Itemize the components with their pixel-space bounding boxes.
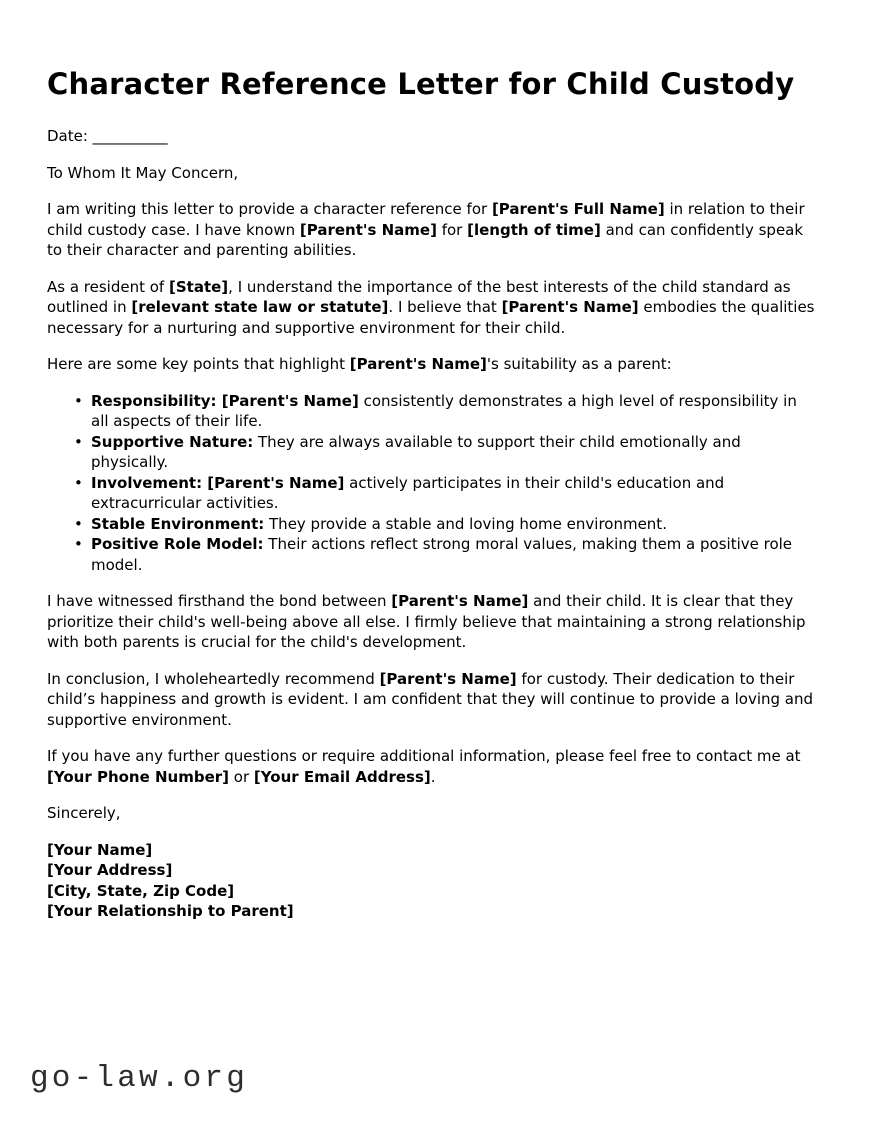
placeholder-bold-text: [Parent's Full Name]	[491, 200, 665, 218]
placeholder-bold-text: [Parent's Name]	[391, 592, 529, 610]
paragraph	[47, 277, 817, 339]
key-point-item	[74, 473, 817, 514]
placeholder-bold-text: Positive Role Model:	[91, 535, 264, 553]
placeholder-bold-text: [State]	[169, 277, 229, 296]
body-text: and their child. It is clear that they prioritize their child's well-being above all else. I firmly believe that maintaining a strong relationship with both parents is crucial for the child's development.	[47, 592, 806, 651]
placeholder-bold-text: [Parent's Name]	[349, 355, 487, 373]
paragraph	[47, 354, 817, 375]
body-text: They provide a stable and loving home environment.	[264, 514, 667, 533]
signature-block	[47, 840, 817, 922]
body-text: for	[436, 220, 468, 239]
placeholder-bold-text: [length of time]	[467, 220, 601, 239]
placeholder-bold-text: [Parent's Name]	[379, 669, 517, 688]
placeholder-bold-text: [Your Phone Number]	[47, 767, 230, 786]
paragraph	[47, 746, 817, 787]
body-text: embodies the qualities necessary for a nurturing and supportive environment for their child.	[47, 298, 815, 337]
letter-body	[47, 199, 817, 787]
date-line: Date: __________	[47, 127, 168, 145]
body-text: . I believe that	[388, 298, 502, 316]
body-text: actively participates in their child's education and extracurricular activities.	[91, 473, 725, 512]
body-text: and can confidently speak to their character and parenting abilities.	[47, 220, 804, 259]
body-text: They are always available to support their child emotionally and physically.	[91, 432, 741, 471]
footer-brand-logo: go-law.org	[30, 1061, 249, 1096]
body-text: .	[430, 767, 436, 786]
body-text: Their actions reflect strong moral values, making them a positive role model.	[91, 535, 793, 574]
signature-line: [Your Address]	[47, 861, 173, 879]
signature-line: [Your Relationship to Parent]	[47, 902, 294, 920]
body-text: consistently demonstrates a high level of responsibility in all aspects of their life.	[91, 391, 797, 430]
placeholder-bold-text: [Your Email Address]	[253, 767, 431, 786]
body-text: or	[229, 767, 254, 786]
placeholder-bold-text: [Parent's Name]	[501, 298, 639, 316]
body-text: Here are some key points that highlight	[47, 355, 350, 373]
body-text: If you have any further questions or require additional information, please feel free to contact me at	[47, 747, 801, 765]
paragraph	[47, 669, 817, 731]
key-point-item	[74, 432, 817, 473]
signature-line: [Your Name]	[47, 840, 153, 859]
salutation: To Whom It May Concern,	[47, 163, 239, 182]
key-point-item	[74, 391, 817, 432]
body-text: , I understand the importance of the best interests of the child standard as outlined in	[47, 277, 791, 316]
paragraph	[47, 199, 817, 261]
closing: Sincerely,	[47, 804, 121, 822]
body-text: In conclusion, I wholeheartedly recommend	[47, 669, 380, 688]
key-point-item	[74, 514, 817, 535]
placeholder-bold-text: Involvement: [Parent's Name]	[91, 473, 345, 492]
body-text: I have witnessed firsthand the bond between	[47, 592, 392, 610]
placeholder-bold-text: [relevant state law or statute]	[131, 298, 389, 316]
body-text: As a resident of	[47, 277, 169, 296]
placeholder-bold-text: Responsibility: [Parent's Name]	[91, 391, 359, 410]
body-text: for custody. Their dedication to their child’s happiness and growth is evident. I am confident that they will continue to provide a loving and supportive environment.	[47, 669, 814, 729]
body-text: 's suitability as a parent:	[486, 355, 672, 373]
paragraph	[47, 591, 817, 653]
letter-title: Character Reference Letter for Child Custody	[47, 67, 795, 101]
placeholder-bold-text: Supportive Nature:	[91, 432, 254, 451]
signature-line: [City, State, Zip Code]	[47, 881, 235, 900]
body-text: in relation to their child custody case. I have known	[47, 200, 805, 239]
key-points-list	[47, 391, 817, 576]
body-text: I am writing this letter to provide a character reference for	[47, 200, 492, 218]
key-point-item	[74, 534, 817, 575]
placeholder-bold-text: [Parent's Name]	[299, 220, 437, 239]
placeholder-bold-text: Stable Environment:	[91, 514, 265, 533]
